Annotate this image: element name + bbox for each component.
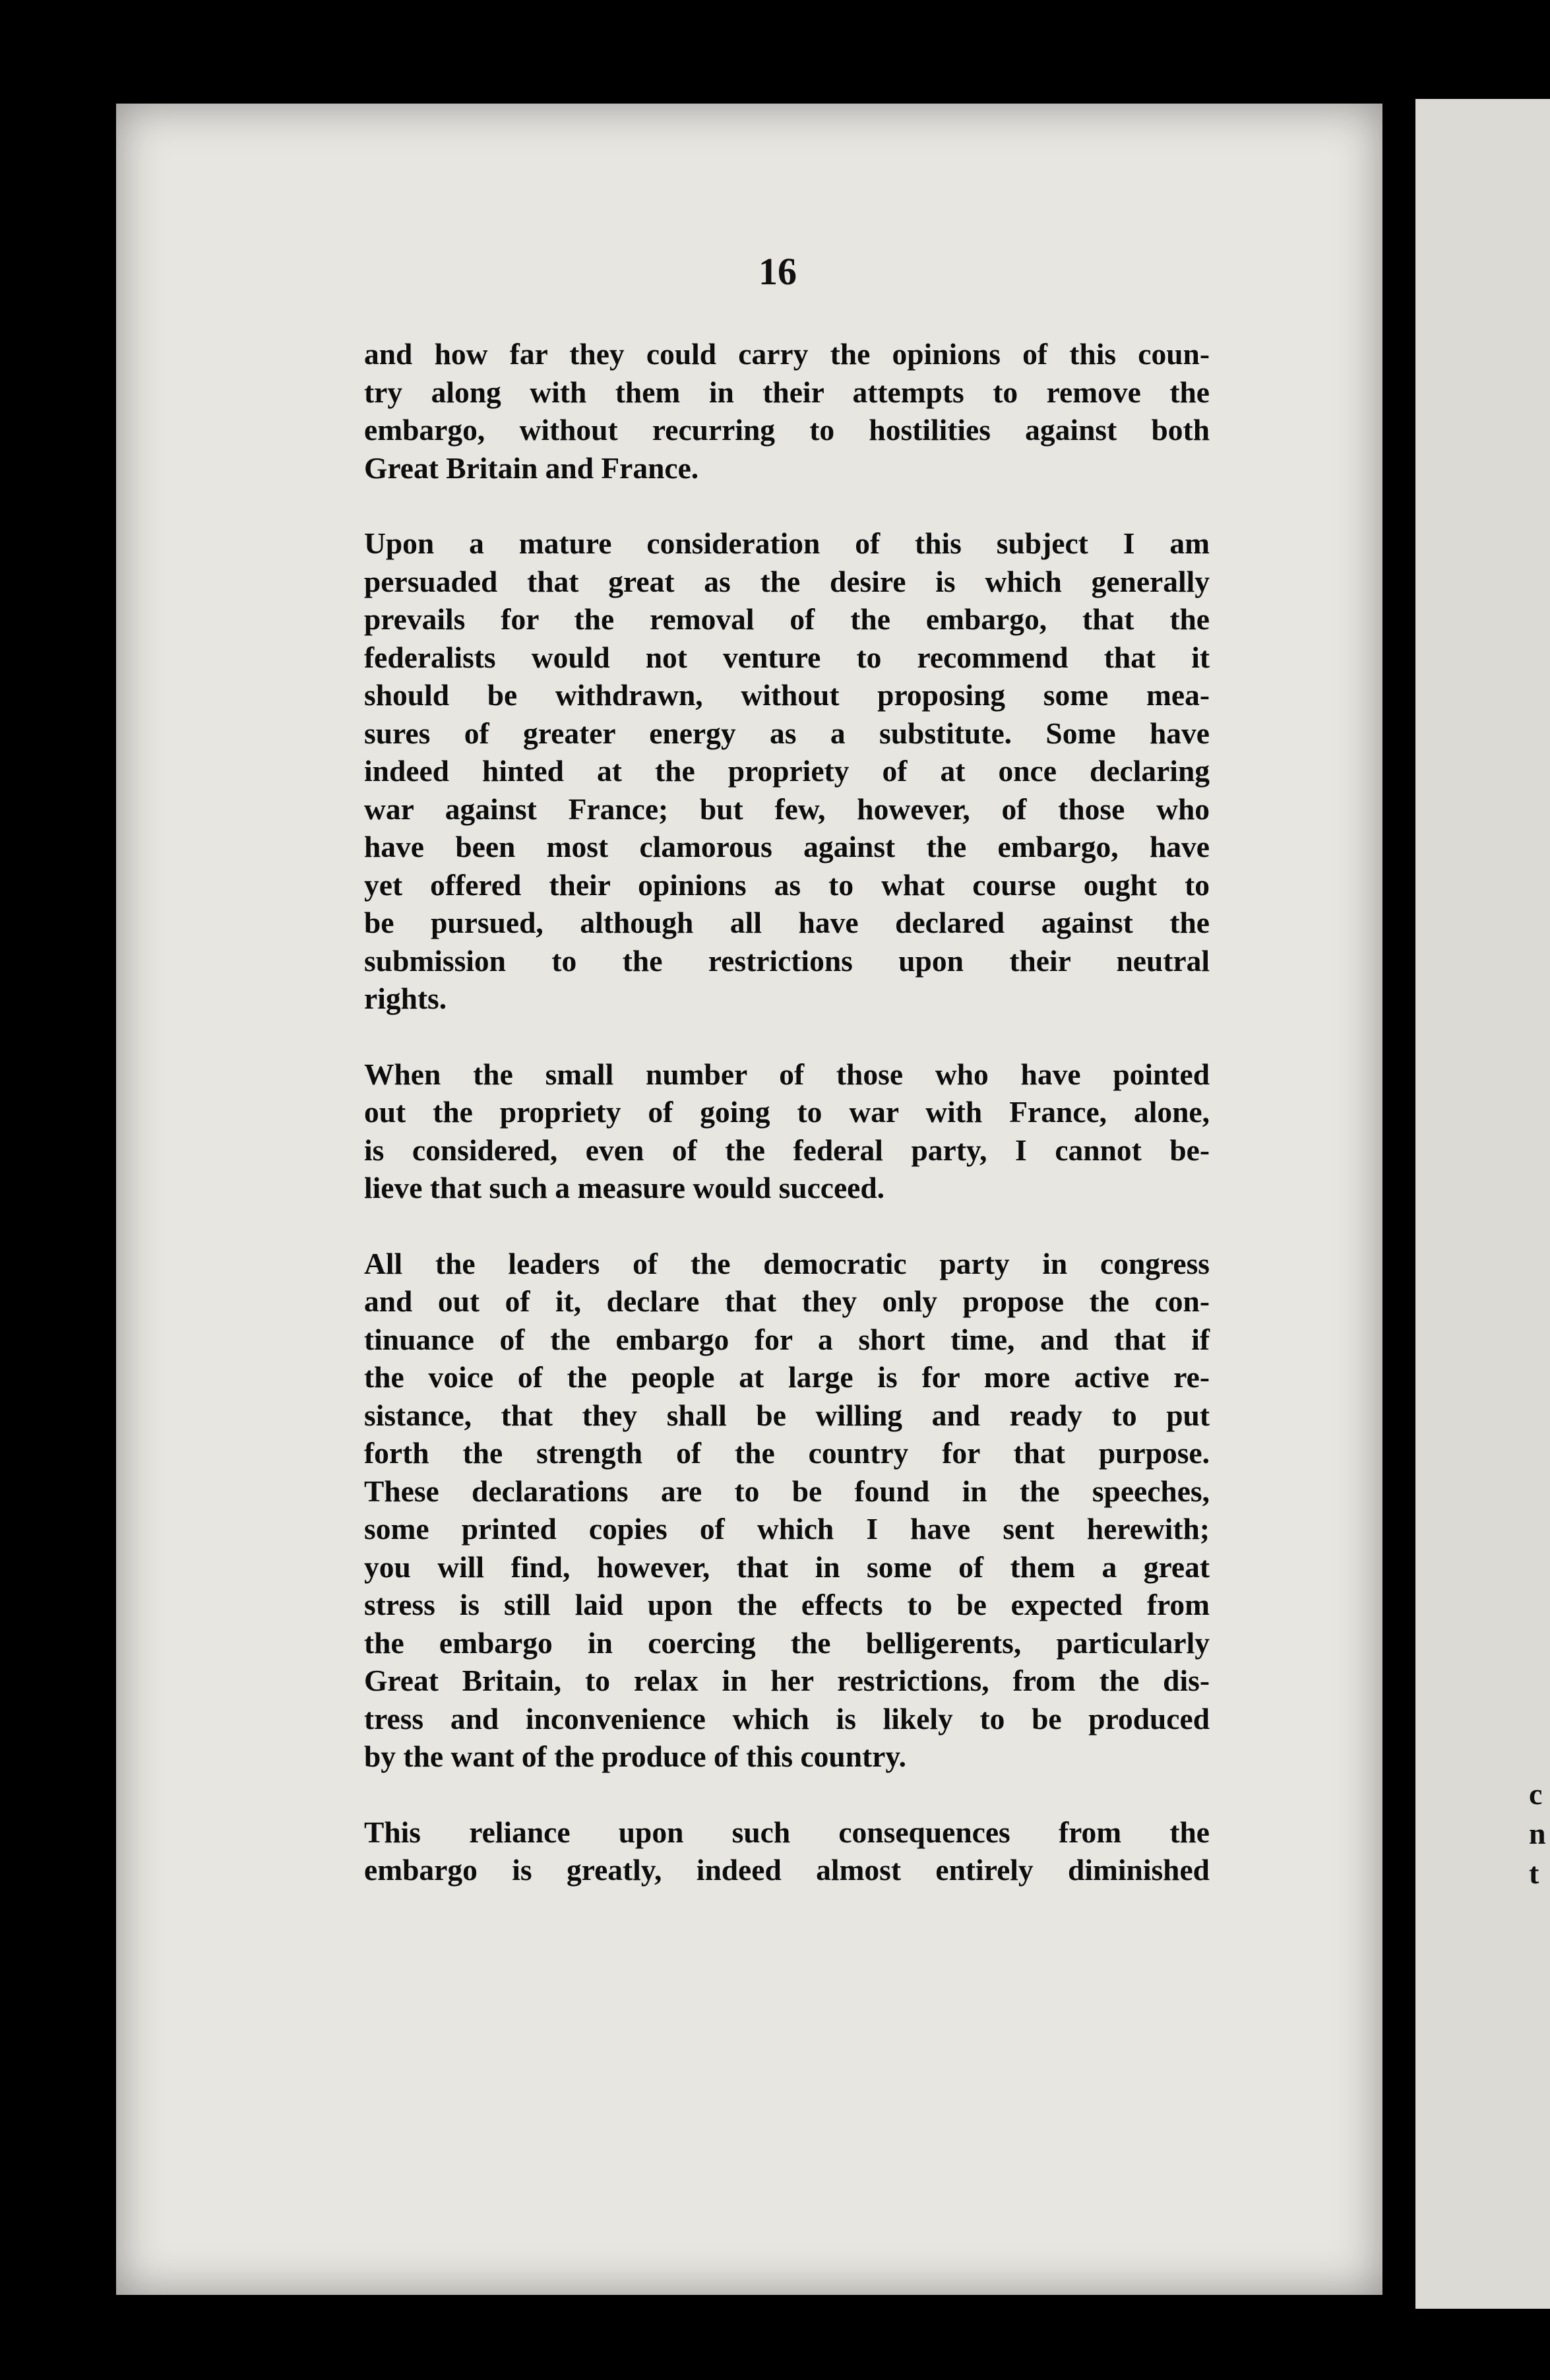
text-line: When the small number of those who have pointed (364, 1057, 1210, 1091)
paragraph-4 (364, 1245, 1210, 1776)
text-line: lieve that such a measure would succeed. (364, 1171, 885, 1205)
text-line: be pursued, although all have declared against the (364, 906, 1210, 939)
text-line: war against France; but few, however, of those who (364, 792, 1210, 826)
adjacent-page-glyph: c (1529, 1777, 1543, 1811)
paragraph-1 (364, 335, 1210, 487)
adjacent-page-glyph: n (1529, 1817, 1546, 1850)
text-line: embargo is greatly, indeed almost entirely diminished (364, 1853, 1210, 1887)
paragraph-5 (364, 1813, 1210, 1889)
text-line: These declarations are to be found in the speeches, (364, 1474, 1210, 1508)
text-line: should be withdrawn, without proposing some mea- (364, 678, 1210, 712)
text-line: and out of it, declare that they only propose the con- (364, 1284, 1210, 1318)
text-line: rights. (364, 982, 447, 1015)
text-line: is considered, even of the federal party, I cannot be- (364, 1133, 1210, 1167)
text-line: the voice of the people at large is for more active re- (364, 1360, 1210, 1394)
text-line: embargo, without recurring to hostilities against both (364, 413, 1210, 447)
text-line: federalists would not venture to recommend that it (364, 640, 1210, 674)
text-line: try along with them in their attempts to remove the (364, 375, 1210, 409)
page-number: 16 (759, 250, 797, 293)
text-line: This reliance upon such consequences from the (364, 1815, 1210, 1849)
text-line: sures of greater energy as a substitute. Some have (364, 716, 1210, 750)
text-line: indeed hinted at the propriety of at once declaring (364, 754, 1210, 788)
text-line: have been most clamorous against the embargo, have (364, 830, 1210, 863)
paragraph-2 (364, 524, 1210, 1018)
text-line: persuaded that great as the desire is which generally (364, 564, 1210, 598)
text-line: tress and inconvenience which is likely to be produced (364, 1701, 1210, 1736)
adjacent-page-text (1529, 1774, 1546, 1893)
adjacent-page-glyph: t (1529, 1856, 1539, 1890)
paragraph-3 (364, 1055, 1210, 1207)
text-line: out the propriety of going to war with France, alone, (364, 1095, 1210, 1129)
adjacent-page-edge (1415, 99, 1550, 2309)
text-line: All the leaders of the democratic party in congress (364, 1246, 1210, 1280)
text-line: Great Britain and France. (364, 451, 699, 485)
text-line: you will find, however, that in some of them a great (364, 1550, 1210, 1584)
body-text (364, 335, 1210, 1889)
text-line: by the want of the produce of this country. (364, 1739, 906, 1773)
text-line: tinuance of the embargo for a short time, and that if (364, 1322, 1210, 1356)
text-line: forth the strength of the country for that purpose. (364, 1436, 1210, 1470)
text-line: some printed copies of which I have sent herewith; (364, 1512, 1210, 1546)
text-line: yet offered their opinions as to what course ought to (364, 867, 1210, 902)
text-line: prevails for the removal of the embargo, that the (364, 602, 1210, 636)
text-line: sistance, that they shall be willing and ready to put (364, 1398, 1210, 1432)
text-line: the embargo in coercing the belligerents, particularly (364, 1625, 1210, 1660)
text-line: stress is still laid upon the effects to be expected from (364, 1588, 1210, 1621)
text-line: submission to the restrictions upon their neutral (364, 943, 1210, 978)
text-line: and how far they could carry the opinions of this coun- (364, 337, 1210, 371)
text-line: Great Britain, to relax in her restrictions, from the dis- (364, 1664, 1210, 1697)
text-line: Upon a mature consideration of this subject I am (364, 526, 1210, 560)
